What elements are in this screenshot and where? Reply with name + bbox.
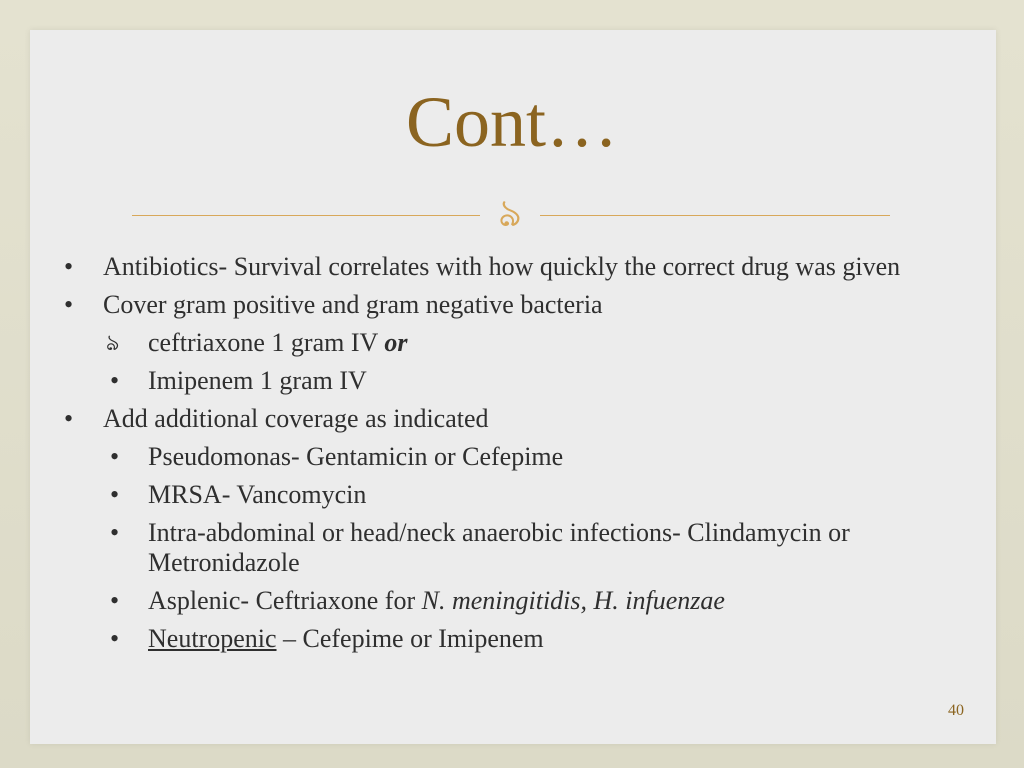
sub-bullet-text: MRSA- Vancomycin <box>148 480 367 509</box>
bullet-item-cover-gram <box>60 290 960 320</box>
bullet-icon: • <box>110 366 120 395</box>
sub-bullet-asplenic <box>60 586 960 616</box>
sub-bullet-text-underlined: Neutropenic <box>148 624 277 653</box>
bullet-icon: • <box>64 290 74 319</box>
bullet-icon: • <box>110 442 120 471</box>
sub-bullet-text <box>148 624 544 653</box>
sub-bullet-text-main: – Cefepime or Imipenem <box>276 624 544 653</box>
sub-bullet-text: Pseudomonas- Gentamicin or Cefepime <box>148 442 564 471</box>
bullet-item-additional-coverage <box>60 404 960 434</box>
page-number: 40 <box>948 702 964 719</box>
bullet-item-antibiotics <box>60 252 960 282</box>
bullet-icon: • <box>64 252 74 281</box>
slide-title: Cont… <box>405 82 619 162</box>
sub-bullet-neutropenic <box>60 624 960 654</box>
bullet-icon: • <box>110 480 120 509</box>
sub-bullet-ceftriaxone <box>60 328 960 358</box>
sub-bullet-text <box>148 586 725 615</box>
sub-bullet-text-main: Asplenic- Ceftriaxone for <box>148 586 422 615</box>
sub-bullet-text-italic: N. meningitidis, H. infuenzae <box>421 586 725 615</box>
bullet-text: Cover gram positive and gram negative bacteria <box>103 290 603 319</box>
sub-bullet-text <box>148 328 407 357</box>
bullet-icon: • <box>64 404 74 433</box>
sub-bullet-text-main: ceftriaxone 1 gram IV <box>148 328 385 357</box>
title-divider-right <box>540 215 890 216</box>
bullet-icon: • <box>110 586 120 615</box>
sub-bullet-pseudomonas <box>60 442 960 472</box>
bullet-text: Antibiotics- Survival correlates with how quickly the correct drug was given <box>103 252 901 281</box>
sub-bullet-mrsa <box>60 480 960 510</box>
bullet-list <box>60 252 960 662</box>
sub-bullet-text: Imipenem 1 gram IV <box>148 366 367 395</box>
sub-bullet-imipenem <box>60 366 960 396</box>
curl-bullet-icon: ঌ <box>106 330 120 355</box>
ornament-icon: ঌ <box>498 193 522 235</box>
bullet-icon: • <box>110 518 120 547</box>
bullet-text: Add additional coverage as indicated <box>103 404 489 433</box>
title-divider-left <box>132 215 480 216</box>
sub-bullet-text-emphasis: or <box>384 328 408 357</box>
sub-bullet-intra-abdominal <box>60 518 960 578</box>
bullet-icon: • <box>110 624 120 653</box>
sub-bullet-text: Intra-abdominal or head/neck anaerobic infections- Clindamycin or Metronidazole <box>148 518 850 577</box>
